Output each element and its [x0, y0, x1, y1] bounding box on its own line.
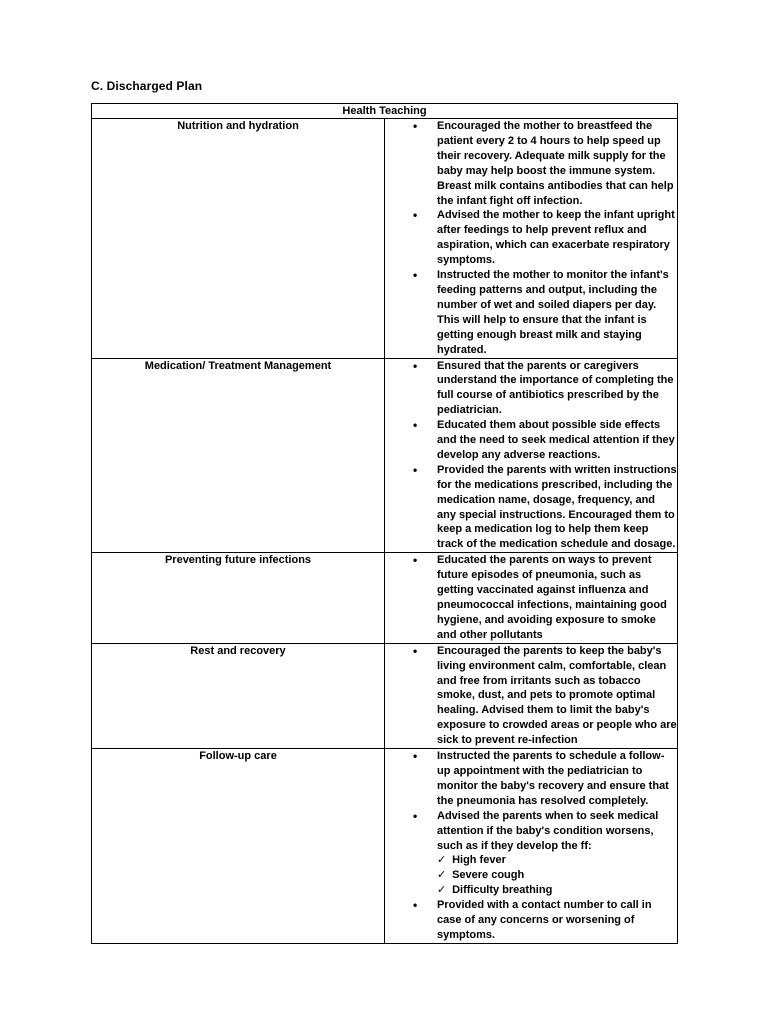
topic-medication: Medication/ Treatment Management [92, 358, 385, 553]
list-item: • Educated the parents on ways to prevent future episodes of pneumonia, such as getting vaccinated against influenza and pneumococcal infections, maintaining good hygiene, and avoiding exposure to smoke and other pollutants [385, 553, 677, 642]
table-row [92, 749, 678, 944]
content-medication [385, 358, 678, 553]
table-header-row [92, 104, 678, 119]
checklist-item: ✓ Difficulty breathing [437, 884, 553, 897]
list-item: • Ensured that the parents or caregivers understand the importance of completing the full course of antibiotics prescribed by the pediatrician. [385, 359, 677, 419]
bullet-list [385, 119, 677, 358]
topic-follow-up: Follow-up care [92, 749, 385, 944]
list-item: • Encouraged the parents to keep the baby's living environment calm, comfortable, clean and free from irritants such as tobacco smoke, dust, and pets to promote optimal healing. Advised them to limit the baby's exposure to crowded areas or people who are sick to prevent re-infection [385, 644, 677, 748]
checklist [437, 853, 677, 898]
bullet-list [385, 359, 677, 553]
table-row [92, 119, 678, 359]
content-preventing-infections [385, 553, 678, 643]
health-teaching-table [91, 103, 678, 944]
content-follow-up [385, 749, 678, 944]
page-title: C. Discharged Plan [91, 79, 203, 93]
list-item: • Advised the mother to keep the infant upright after feedings to help prevent reflux and aspiration, which can exacerbate respiratory symptoms. [385, 208, 677, 268]
table-row [92, 553, 678, 643]
list-item: • Instructed the parents to schedule a follow-up appointment with the pediatrician to monitor the baby's recovery and ensure that the pneumonia has resolved completely. [385, 749, 677, 809]
content-rest-recovery [385, 643, 678, 748]
table-row [92, 358, 678, 553]
checkmark-icon: ✓ [437, 869, 447, 882]
content-nutrition [385, 119, 678, 359]
list-item: • Educated them about possible side effects and the need to seek medical attention if they develop any adverse reactions. [385, 418, 677, 463]
list-item: • Provided with a contact number to call in case of any concerns or worsening of symptoms. [385, 898, 677, 943]
list-item [385, 809, 677, 898]
list-item: • Instructed the mother to monitor the infant's feeding patterns and output, including the number of wet and soiled diapers per day. This will help to ensure that the infant is getting enough breast milk and staying hydrated. [385, 268, 677, 357]
bullet-list [385, 553, 677, 642]
topic-rest-recovery: Rest and recovery [92, 643, 385, 748]
topic-preventing-infections: Preventing future infections [92, 553, 385, 643]
bullet-list [385, 749, 677, 943]
topic-nutrition: Nutrition and hydration [92, 119, 385, 359]
list-item-text: Advised the parents when to seek medical attention if the baby's condition worsens, such as if they develop the ff: [437, 809, 659, 852]
table-row [92, 643, 678, 748]
checklist-item: ✓ Severe cough [437, 869, 525, 882]
bullet-list [385, 644, 677, 748]
checkmark-icon: ✓ [437, 884, 447, 897]
checklist-item: ✓ High fever [437, 854, 506, 867]
checkmark-icon: ✓ [437, 854, 447, 867]
list-item: • Provided the parents with written instructions for the medications prescribed, including the medication name, dosage, frequency, and any special instructions. Encouraged them to keep a medication log to help them keep track of the medication schedule and dosage. [385, 463, 677, 552]
table-header: Health Teaching [92, 104, 678, 119]
list-item: • Encouraged the mother to breastfeed the patient every 2 to 4 hours to help speed up their recovery. Adequate milk supply for the baby may help boost the immune system. Breast milk contains antibodies that can help the infant fight off infection. [385, 119, 677, 208]
